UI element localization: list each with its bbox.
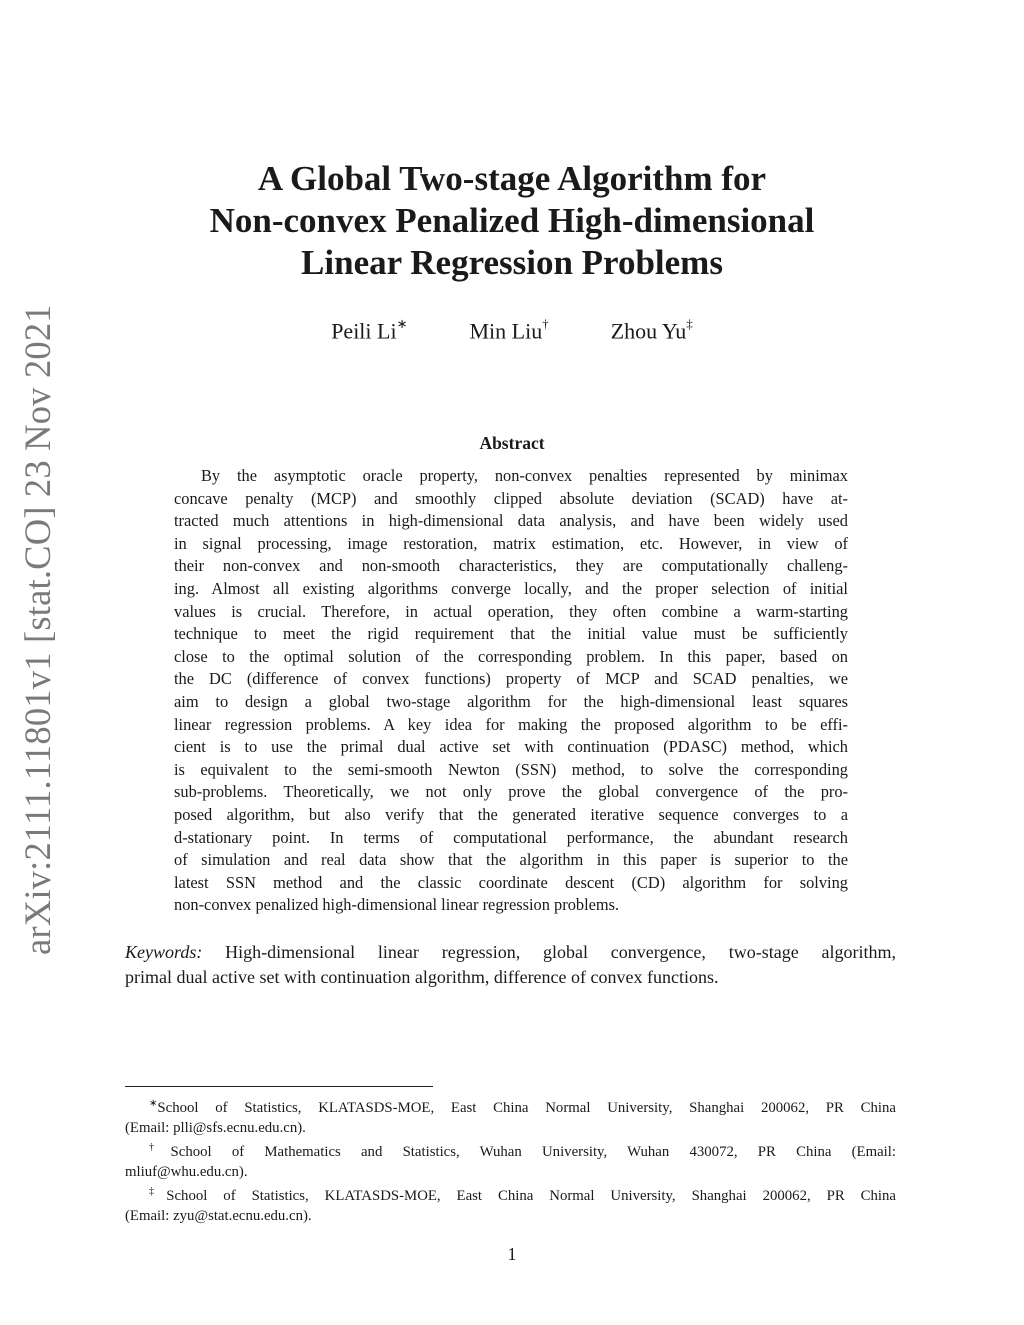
footnote-mark: †	[149, 1141, 171, 1153]
footnote-text: School of Statistics, KLATASDS-MOE, East China Normal University, Shanghai 200062, PR China	[166, 1187, 897, 1204]
abstract-line: their non-convex and non-smooth characteristics, they are computationally challeng-	[174, 556, 848, 576]
author-min-liu	[469, 311, 548, 346]
abstract-line: By the asymptotic oracle property, non-convex penalties represented by minimax	[201, 466, 848, 485]
footnote-line	[125, 1182, 896, 1206]
abstract-line: tracted much attentions in high-dimensional data analysis, and have been widely used	[174, 511, 848, 531]
abstract-line: the DC (difference of convex functions) property of MCP and SCAD penalties, we	[174, 669, 848, 689]
abstract-line: ing. Almost all existing algorithms converge locally, and the proper selection of initial	[174, 578, 848, 598]
abstract-line: linear regression problems. A key idea for making the proposed algorithm to be effi-	[174, 714, 848, 734]
abstract-line: concave penalty (MCP) and smoothly clipped absolute deviation (SCAD) have at-	[174, 488, 848, 508]
footnotes	[125, 1094, 896, 1226]
abstract-line: is equivalent to the semi-smooth Newton (SSN) method, to solve the corresponding	[174, 759, 848, 779]
author-name: Zhou Yu	[610, 318, 687, 344]
title-line: Linear Regression Problems	[301, 243, 723, 282]
author-list	[160, 311, 864, 346]
author-footnote-mark: ‡	[686, 316, 693, 331]
abstract-line: cient is to use the primal dual active set with continuation (PDASC) method, which	[174, 737, 848, 757]
footnote-mark: ‡	[149, 1185, 167, 1197]
author-peili-li	[331, 311, 407, 346]
abstract-line: non-convex penalized high-dimensional linear regression problems.	[174, 895, 620, 915]
title-line: Non-convex Penalized High-dimensional	[209, 201, 815, 240]
keywords-section	[125, 940, 896, 989]
title-line: A Global Two-stage Algorithm for	[257, 159, 767, 198]
abstract-line: close to the optimal solution of the corresponding problem. In this paper, based on	[174, 646, 848, 666]
abstract-body	[174, 465, 848, 917]
footnote-line: (Email: plli@sfs.ecnu.edu.cn).	[125, 1119, 306, 1136]
footnote-mark: ∗	[149, 1098, 158, 1109]
abstract-line: in signal processing, image restoration, matrix estimation, etc. However, in view of	[174, 533, 848, 553]
abstract-heading: Abstract	[479, 433, 545, 453]
author-zhou-yu	[611, 311, 693, 346]
footnote-text: School of Statistics, KLATASDS-MOE, East China Normal University, Shanghai 200062, PR China	[157, 1099, 896, 1116]
keywords-text: High-dimensional linear regression, global convergence, two-stage algorithm,	[225, 942, 896, 962]
paper-title	[120, 158, 904, 284]
abstract-line: of simulation and real data show that the algorithm in this paper is superior to the	[174, 850, 848, 870]
author-footnote-mark: †	[542, 316, 549, 331]
abstract-line: technique to meet the rigid requirement that the initial value must be sufficiently	[174, 624, 848, 644]
footnote-line	[125, 1138, 896, 1162]
footnote-text: School of Mathematics and Statistics, Wuhan University, Wuhan 430072, PR China (Email:	[170, 1143, 897, 1160]
author-name: Min Liu	[469, 318, 543, 344]
author-footnote-mark: ∗	[396, 316, 408, 331]
keywords-line: primal dual active set with continuation algorithm, difference of convex functions.	[125, 966, 719, 987]
footnote-separator	[125, 1086, 433, 1087]
abstract-line: latest SSN method and the classic coordinate descent (CD) algorithm for solving	[174, 872, 848, 892]
abstract-line: sub-problems. Theoretically, we not only prove the global convergence of the pro-	[174, 782, 848, 802]
abstract-line: values is crucial. Therefore, in actual operation, they often combine a warm-starting	[174, 601, 848, 621]
keywords-label: Keywords:	[125, 942, 203, 962]
abstract-line: d-stationary point. In terms of computational performance, the abundant research	[174, 827, 848, 847]
footnote-line: mliuf@whu.edu.cn).	[125, 1163, 248, 1180]
footnote-line: (Email: zyu@stat.ecnu.edu.cn).	[125, 1207, 312, 1224]
abstract-line: aim to design a global two-stage algorithm for the high-dimensional least squares	[174, 691, 848, 711]
author-name: Peili Li	[331, 318, 397, 344]
abstract-line: posed algorithm, but also verify that the generated iterative sequence converges to a	[174, 804, 848, 824]
keywords-line	[125, 940, 896, 965]
footnote-line	[125, 1094, 896, 1118]
arxiv-identifier-stamp: arXiv:2111.11801v1 [stat.CO] 23 Nov 2021	[17, 304, 58, 955]
page-number: 1	[507, 1244, 517, 1264]
